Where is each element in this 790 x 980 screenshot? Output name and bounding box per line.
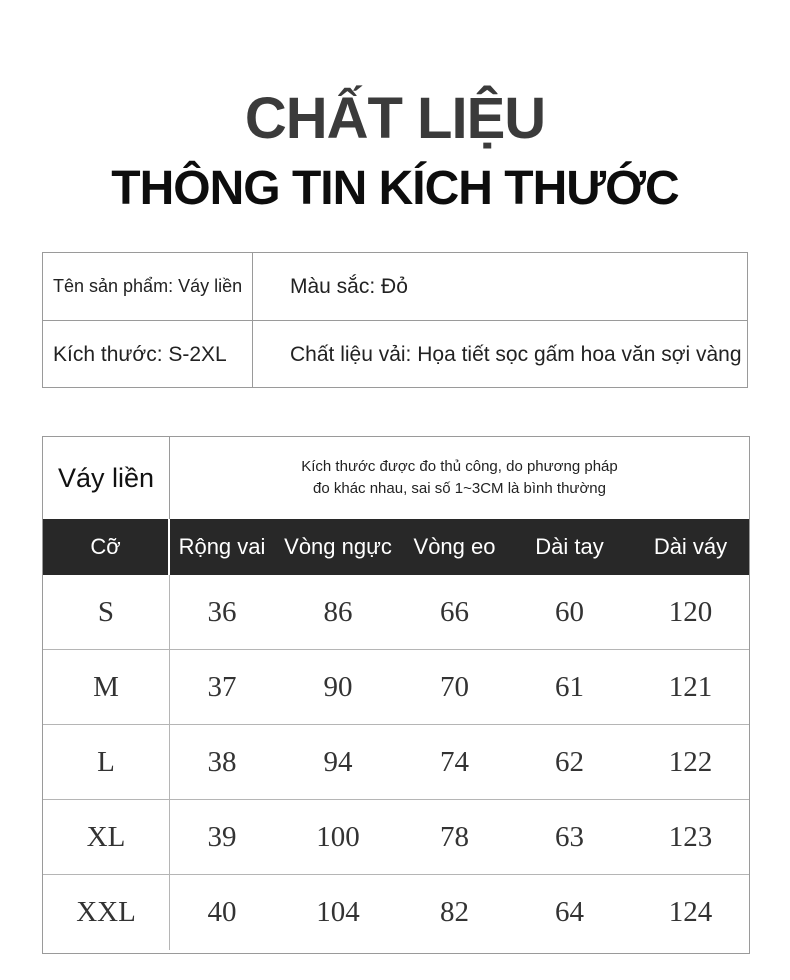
size-cell: L: [43, 725, 170, 799]
table-row: [43, 725, 749, 800]
product-info-table: [42, 252, 748, 388]
column-header-dress-length: Dài váy: [653, 534, 728, 559]
measurement-note: [170, 437, 749, 519]
product-name: Tên sản phẩm: Váy liền: [43, 253, 253, 320]
size-chart-product-label: Váy liền: [43, 437, 170, 519]
dress-length-cell: 123: [668, 820, 713, 853]
column-header-sleeve: Dài tay: [535, 534, 604, 559]
page-title: CHẤT LIỆU: [244, 86, 546, 151]
size-chart-table: [42, 436, 750, 954]
table-row: [43, 575, 749, 650]
column-header-waist: Vòng eo: [413, 534, 496, 559]
size-chart-header: [43, 437, 749, 519]
bust-cell: 90: [323, 670, 353, 703]
dress-length-cell: 120: [668, 595, 713, 628]
info-row: [43, 321, 747, 388]
measurement-note-line2: đo khác nhau, sai số 1~3CM là bình thường: [313, 480, 606, 497]
bust-cell: 86: [323, 595, 353, 628]
size-rows: [43, 575, 749, 950]
size-column-headers: [43, 519, 749, 575]
table-row: [43, 650, 749, 725]
dress-length-cell: 122: [668, 745, 713, 778]
column-header-bust: Vòng ngực: [284, 534, 392, 559]
shoulder-cell: 39: [207, 820, 237, 853]
size-cell: M: [43, 650, 170, 724]
sleeve-cell: 62: [555, 745, 584, 778]
product-size-range: Kích thước: S-2XL: [43, 321, 253, 388]
shoulder-cell: 38: [207, 745, 237, 778]
bust-cell: 100: [316, 820, 360, 853]
shoulder-cell: 36: [207, 595, 237, 628]
column-header-shoulder: Rộng vai: [178, 534, 266, 559]
waist-cell: 82: [440, 896, 469, 928]
size-cell: S: [43, 575, 170, 649]
shoulder-cell: 37: [207, 670, 237, 703]
dress-length-cell: 121: [668, 670, 713, 703]
product-material: Chất liệu vải: Họa tiết sọc gấm hoa văn sợi vàng: [290, 342, 742, 366]
sleeve-cell: 64: [555, 896, 584, 928]
sleeve-cell: 60: [555, 595, 584, 628]
size-cell: XXL: [43, 875, 170, 950]
page-subtitle: THÔNG TIN KÍCH THƯỚC: [111, 162, 679, 215]
product-color: Màu sắc: Đỏ: [290, 274, 408, 298]
sleeve-cell: 61: [555, 670, 584, 703]
waist-cell: 70: [440, 670, 469, 703]
table-row: [43, 875, 749, 950]
waist-cell: 66: [440, 595, 469, 628]
column-header-size: Cỡ: [43, 519, 170, 575]
size-cell: XL: [43, 800, 170, 874]
info-row: [43, 253, 747, 321]
sleeve-cell: 63: [555, 820, 584, 853]
measurement-note-line1: Kích thước được đo thủ công, do phương pháp: [301, 458, 618, 475]
bust-cell: 104: [316, 896, 360, 928]
dress-length-cell: 124: [668, 896, 713, 928]
bust-cell: 94: [323, 745, 353, 778]
table-row: [43, 800, 749, 875]
waist-cell: 74: [440, 745, 469, 778]
shoulder-cell: 40: [207, 896, 237, 928]
waist-cell: 78: [440, 820, 469, 853]
